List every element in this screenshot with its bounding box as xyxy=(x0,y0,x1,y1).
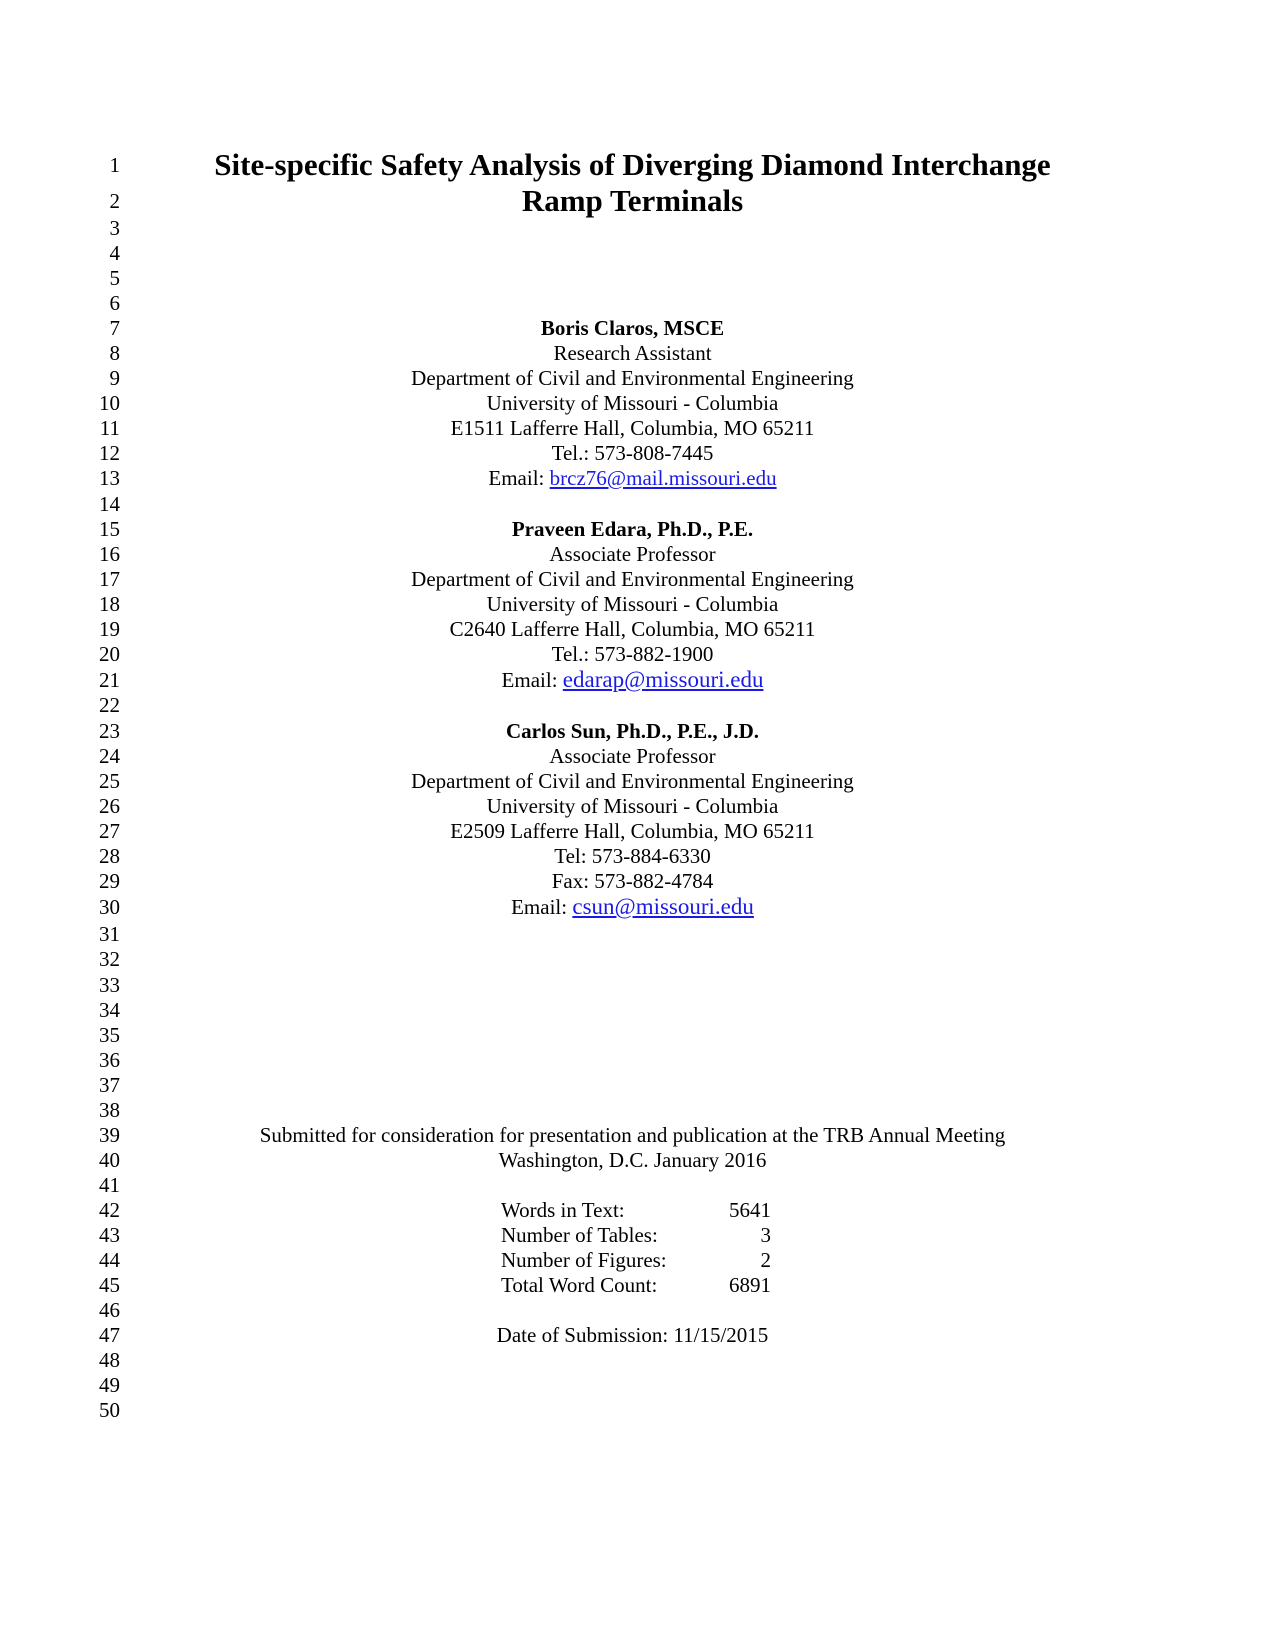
line-number: 30 xyxy=(99,895,120,919)
email-label: Email: xyxy=(488,466,550,490)
author-position: Associate Professor xyxy=(549,744,716,768)
stat-label: Number of Tables: xyxy=(501,1223,658,1247)
line-number: 19 xyxy=(99,617,120,641)
author-tel: Tel.: 573-882-1900 xyxy=(551,642,714,666)
line-number: 40 xyxy=(99,1148,120,1172)
line-number: 1 xyxy=(109,153,120,177)
submission-venue: Washington, D.C. January 2016 xyxy=(498,1148,767,1172)
line-number: 50 xyxy=(99,1398,120,1422)
stat-value: 5641 xyxy=(729,1198,771,1222)
line-number: 43 xyxy=(99,1223,120,1247)
line-number: 44 xyxy=(99,1248,120,1272)
paper-title-line-1: Site-specific Safety Analysis of Diverging Diamond Interchange xyxy=(214,147,1051,182)
date-of-submission: Date of Submission: 11/15/2015 xyxy=(496,1323,769,1347)
author-department: Department of Civil and Environmental Engineering xyxy=(411,366,854,390)
line-number: 37 xyxy=(99,1073,120,1097)
line-number: 5 xyxy=(109,266,120,290)
line-number: 28 xyxy=(99,844,120,868)
author-name: Carlos Sun, Ph.D., P.E., J.D. xyxy=(505,719,760,743)
line-number: 48 xyxy=(99,1348,120,1372)
stat-row xyxy=(501,1197,771,1223)
email-link[interactable]: brcz76@mail.missouri.edu xyxy=(549,466,777,490)
line-number: 13 xyxy=(99,466,120,490)
email-link[interactable]: edarap@missouri.edu xyxy=(562,667,764,692)
stat-label: Words in Text: xyxy=(501,1198,625,1222)
line-number: 21 xyxy=(99,668,120,692)
line-number: 3 xyxy=(109,216,120,240)
author-email-line xyxy=(140,465,1125,491)
author-department: Department of Civil and Environmental Engineering xyxy=(411,567,854,591)
author-position: Research Assistant xyxy=(553,341,712,365)
line-number: 47 xyxy=(99,1323,120,1347)
author-position: Associate Professor xyxy=(549,542,716,566)
stat-label: Number of Figures: xyxy=(501,1248,667,1272)
line-number: 31 xyxy=(99,922,120,946)
author-name: Boris Claros, MSCE xyxy=(540,316,725,340)
line-number: 6 xyxy=(109,291,120,315)
line-number: 27 xyxy=(99,819,120,843)
line-number: 4 xyxy=(109,241,120,265)
author-tel: Tel.: 573-808-7445 xyxy=(551,441,714,465)
line-number: 7 xyxy=(109,316,120,340)
email-label: Email: xyxy=(501,668,563,692)
line-number: 11 xyxy=(99,416,120,440)
stat-label: Total Word Count: xyxy=(501,1273,658,1297)
author-university: University of Missouri - Columbia xyxy=(486,391,779,415)
author-email-line xyxy=(140,667,1125,693)
line-number: 25 xyxy=(99,769,120,793)
line-number: 45 xyxy=(99,1273,120,1297)
line-number: 15 xyxy=(99,517,120,541)
line-number: 35 xyxy=(99,1023,120,1047)
author-address: E1511 Lafferre Hall, Columbia, MO 65211 xyxy=(450,416,815,440)
author-tel: Tel: 573-884-6330 xyxy=(554,844,711,868)
author-fax: Fax: 573-882-4784 xyxy=(551,869,714,893)
line-number: 14 xyxy=(99,492,120,516)
line-number: 17 xyxy=(99,567,120,591)
line-number: 22 xyxy=(99,693,120,717)
line-number: 9 xyxy=(109,366,120,390)
line-number: 24 xyxy=(99,744,120,768)
line-number: 49 xyxy=(99,1373,120,1397)
line-number: 34 xyxy=(99,998,120,1022)
line-number: 20 xyxy=(99,642,120,666)
author-email-line xyxy=(140,894,1125,920)
stat-row xyxy=(501,1247,771,1273)
stat-row xyxy=(501,1272,771,1298)
line-number: 32 xyxy=(99,947,120,971)
line-number: 12 xyxy=(99,441,120,465)
stat-value: 3 xyxy=(760,1223,771,1247)
line-number: 16 xyxy=(99,542,120,566)
stat-row xyxy=(501,1222,771,1248)
email-link[interactable]: csun@missouri.edu xyxy=(572,894,754,919)
line-number: 29 xyxy=(99,869,120,893)
paper-title-line-2: Ramp Terminals xyxy=(521,183,744,218)
stat-value: 6891 xyxy=(729,1273,771,1297)
author-name: Praveen Edara, Ph.D., P.E. xyxy=(511,517,754,541)
line-number: 46 xyxy=(99,1298,120,1322)
submission-statement: Submitted for consideration for presentation and publication at the TRB Annual Meeting xyxy=(259,1123,1006,1147)
line-number: 8 xyxy=(109,341,120,365)
line-number: 10 xyxy=(99,391,120,415)
line-number: 41 xyxy=(99,1173,120,1197)
line-number: 26 xyxy=(99,794,120,818)
line-number: 23 xyxy=(99,719,120,743)
line-number: 33 xyxy=(99,973,120,997)
author-address: C2640 Lafferre Hall, Columbia, MO 65211 xyxy=(449,617,816,641)
line-number: 18 xyxy=(99,592,120,616)
author-department: Department of Civil and Environmental Engineering xyxy=(411,769,854,793)
line-number: 39 xyxy=(99,1123,120,1147)
line-number: 42 xyxy=(99,1198,120,1222)
line-number: 38 xyxy=(99,1098,120,1122)
author-address: E2509 Lafferre Hall, Columbia, MO 65211 xyxy=(450,819,815,843)
line-number: 2 xyxy=(109,189,120,213)
author-university: University of Missouri - Columbia xyxy=(486,794,779,818)
line-number: 36 xyxy=(99,1048,120,1072)
stat-value: 2 xyxy=(760,1248,771,1272)
email-label: Email: xyxy=(511,895,573,919)
author-university: University of Missouri - Columbia xyxy=(486,592,779,616)
